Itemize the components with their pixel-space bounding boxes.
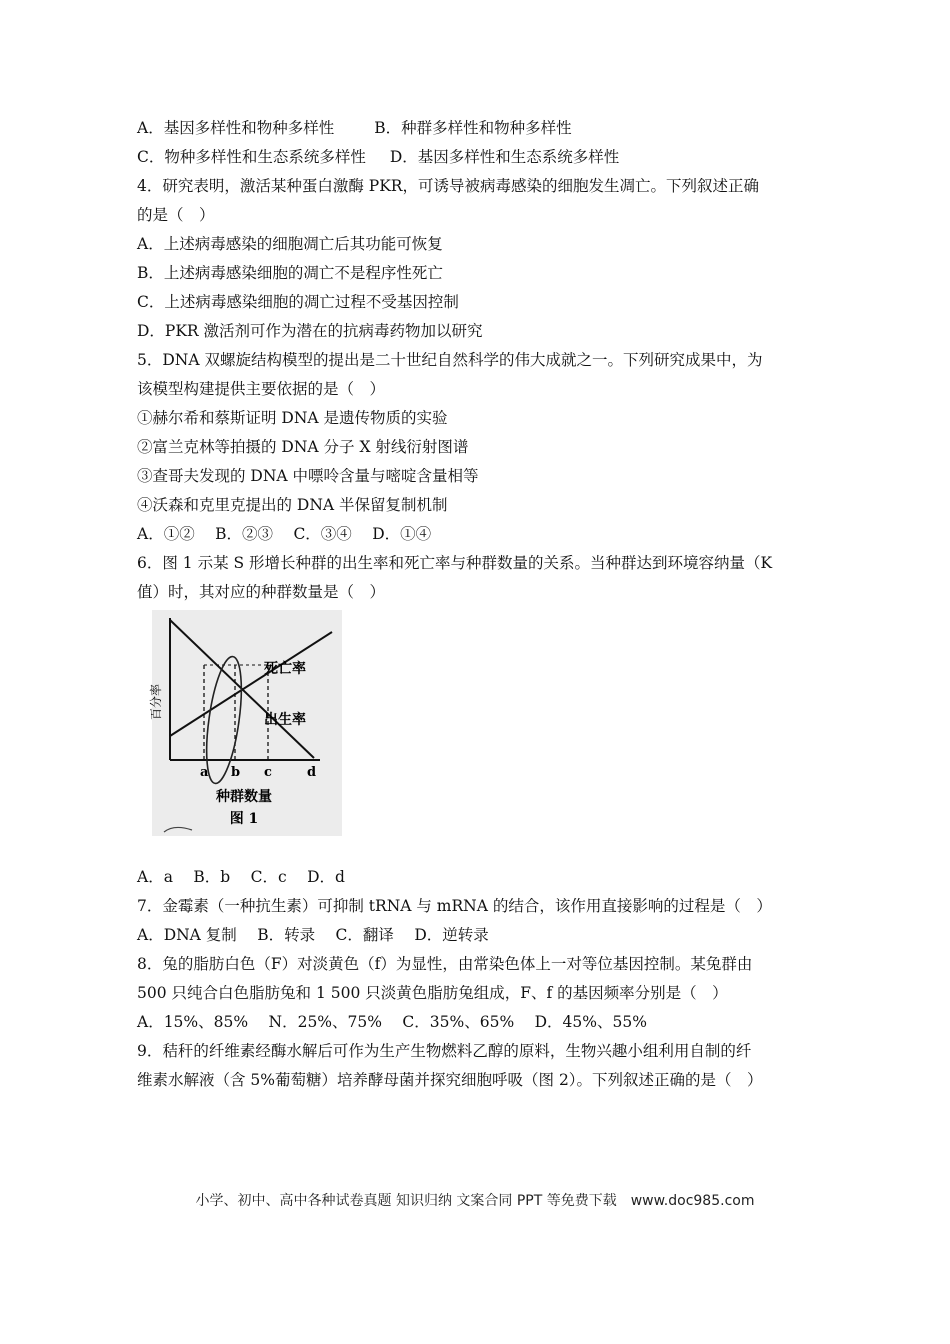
- q5-item-2: ②富兰克林等拍摄的 DNA 分子 X 射线衍射图谱: [137, 438, 469, 456]
- q5-item-1: ①赫尔希和蔡斯证明 DNA 是遗传物质的实验: [137, 409, 448, 427]
- q3-options-row1: [137, 117, 572, 139]
- q3-option-a: A．基因多样性和物种多样性: [137, 119, 335, 137]
- q5-stem-line1: 5．DNA 双螺旋结构模型的提出是二十世纪自然科学的伟大成就之一。下列研究成果中，为: [137, 351, 763, 369]
- birth-rate-label: 出生率: [264, 712, 306, 728]
- scan-mark: [164, 827, 192, 832]
- q8-options: A．15%、85% N．25%、75% C．35%、65% D．45%、55%: [137, 1013, 647, 1031]
- tick-a: a: [200, 765, 209, 780]
- q4-option-c: C．上述病毒感染细胞的凋亡过程不受基因控制: [137, 293, 459, 311]
- figure-1: [149, 610, 342, 836]
- q6-options: A．a B．b C．c D．d: [137, 868, 345, 886]
- q3-options-row2: [137, 146, 619, 168]
- q4-option-b: B．上述病毒感染细胞的凋亡不是程序性死亡: [137, 264, 443, 282]
- tick-c: c: [264, 765, 272, 780]
- q7-options: A．DNA 复制 B．转录 C．翻译 D．逆转录: [137, 926, 489, 944]
- q3-option-b: B．种群多样性和物种多样性: [374, 119, 572, 137]
- q5-item-4: ④沃森和克里克提出的 DNA 半保留复制机制: [137, 496, 448, 514]
- q3-option-d: D．基因多样性和生态系统多样性: [389, 148, 620, 166]
- q5-options: A．①② B．②③ C．③④ D．①④: [137, 525, 432, 543]
- q8-stem-line2: 500 只纯合白色脂肪兔和 1 500 只淡黄色脂肪兔组成，F、f 的基因频率分别是（ ）: [137, 984, 728, 1002]
- tick-d: d: [307, 765, 317, 780]
- death-rate-label: 死亡率: [264, 661, 306, 677]
- death-rate-line: [170, 632, 332, 736]
- q9-stem-line1: 9．秸秆的纤维素经酶水解后可作为生产生物燃料乙醇的原料，生物兴趣小组利用自制的纤: [137, 1042, 752, 1060]
- q4-option-d: D．PKR 激活剂可作为潜在的抗病毒药物加以研究: [137, 322, 483, 340]
- q7-stem: 7．金霉素（一种抗生素）可抑制 tRNA 与 mRNA 的结合，该作用直接影响的过程是（ ）: [137, 897, 772, 915]
- q5-stem-line2: 该模型构建提供主要依据的是（ ）: [137, 380, 386, 398]
- q6-stem-line1: 6．图 1 示某 S 形增长种群的出生率和死亡率与种群数量的关系。当种群达到环境容纳量（K: [137, 554, 773, 572]
- figure-1-graph: [149, 610, 342, 836]
- page-footer: 小学、初中、高中各种试卷真题 知识归纳 文案合同 PPT 等免费下载 www.doc985.com: [195, 1193, 755, 1209]
- q4-stem-line2: 的是（ ）: [137, 206, 215, 224]
- q6-stem-line2: 值）时，其对应的种群数量是（ ）: [137, 583, 386, 601]
- q9-stem-line2: 维素水解液（含 5%葡萄糖）培养酵母菌并探究细胞呼吸（图 2）。下列叙述正确的是（ ）: [137, 1071, 763, 1089]
- x-axis-label: 种群数量: [216, 789, 272, 805]
- figure-caption: 图 1: [229, 811, 259, 827]
- tick-b: b: [231, 765, 241, 780]
- q4-option-a: A．上述病毒感染的细胞凋亡后其功能可恢复: [137, 235, 443, 253]
- q3-option-c: C．物种多样性和生态系统多样性: [137, 148, 366, 166]
- q4-stem-line1: 4．研究表明，激活某种蛋白激酶 PKR，可诱导被病毒感染的细胞发生凋亡。下列叙述正确: [137, 177, 759, 195]
- y-axis-label: 百分率: [149, 683, 163, 721]
- q8-stem-line1: 8．兔的脂肪白色（F）对淡黄色（f）为显性，由常染色体上一对等位基因控制。某兔群由: [137, 955, 753, 973]
- q5-item-3: ③查哥夫发现的 DNA 中嘌呤含量与嘧啶含量相等: [137, 467, 479, 485]
